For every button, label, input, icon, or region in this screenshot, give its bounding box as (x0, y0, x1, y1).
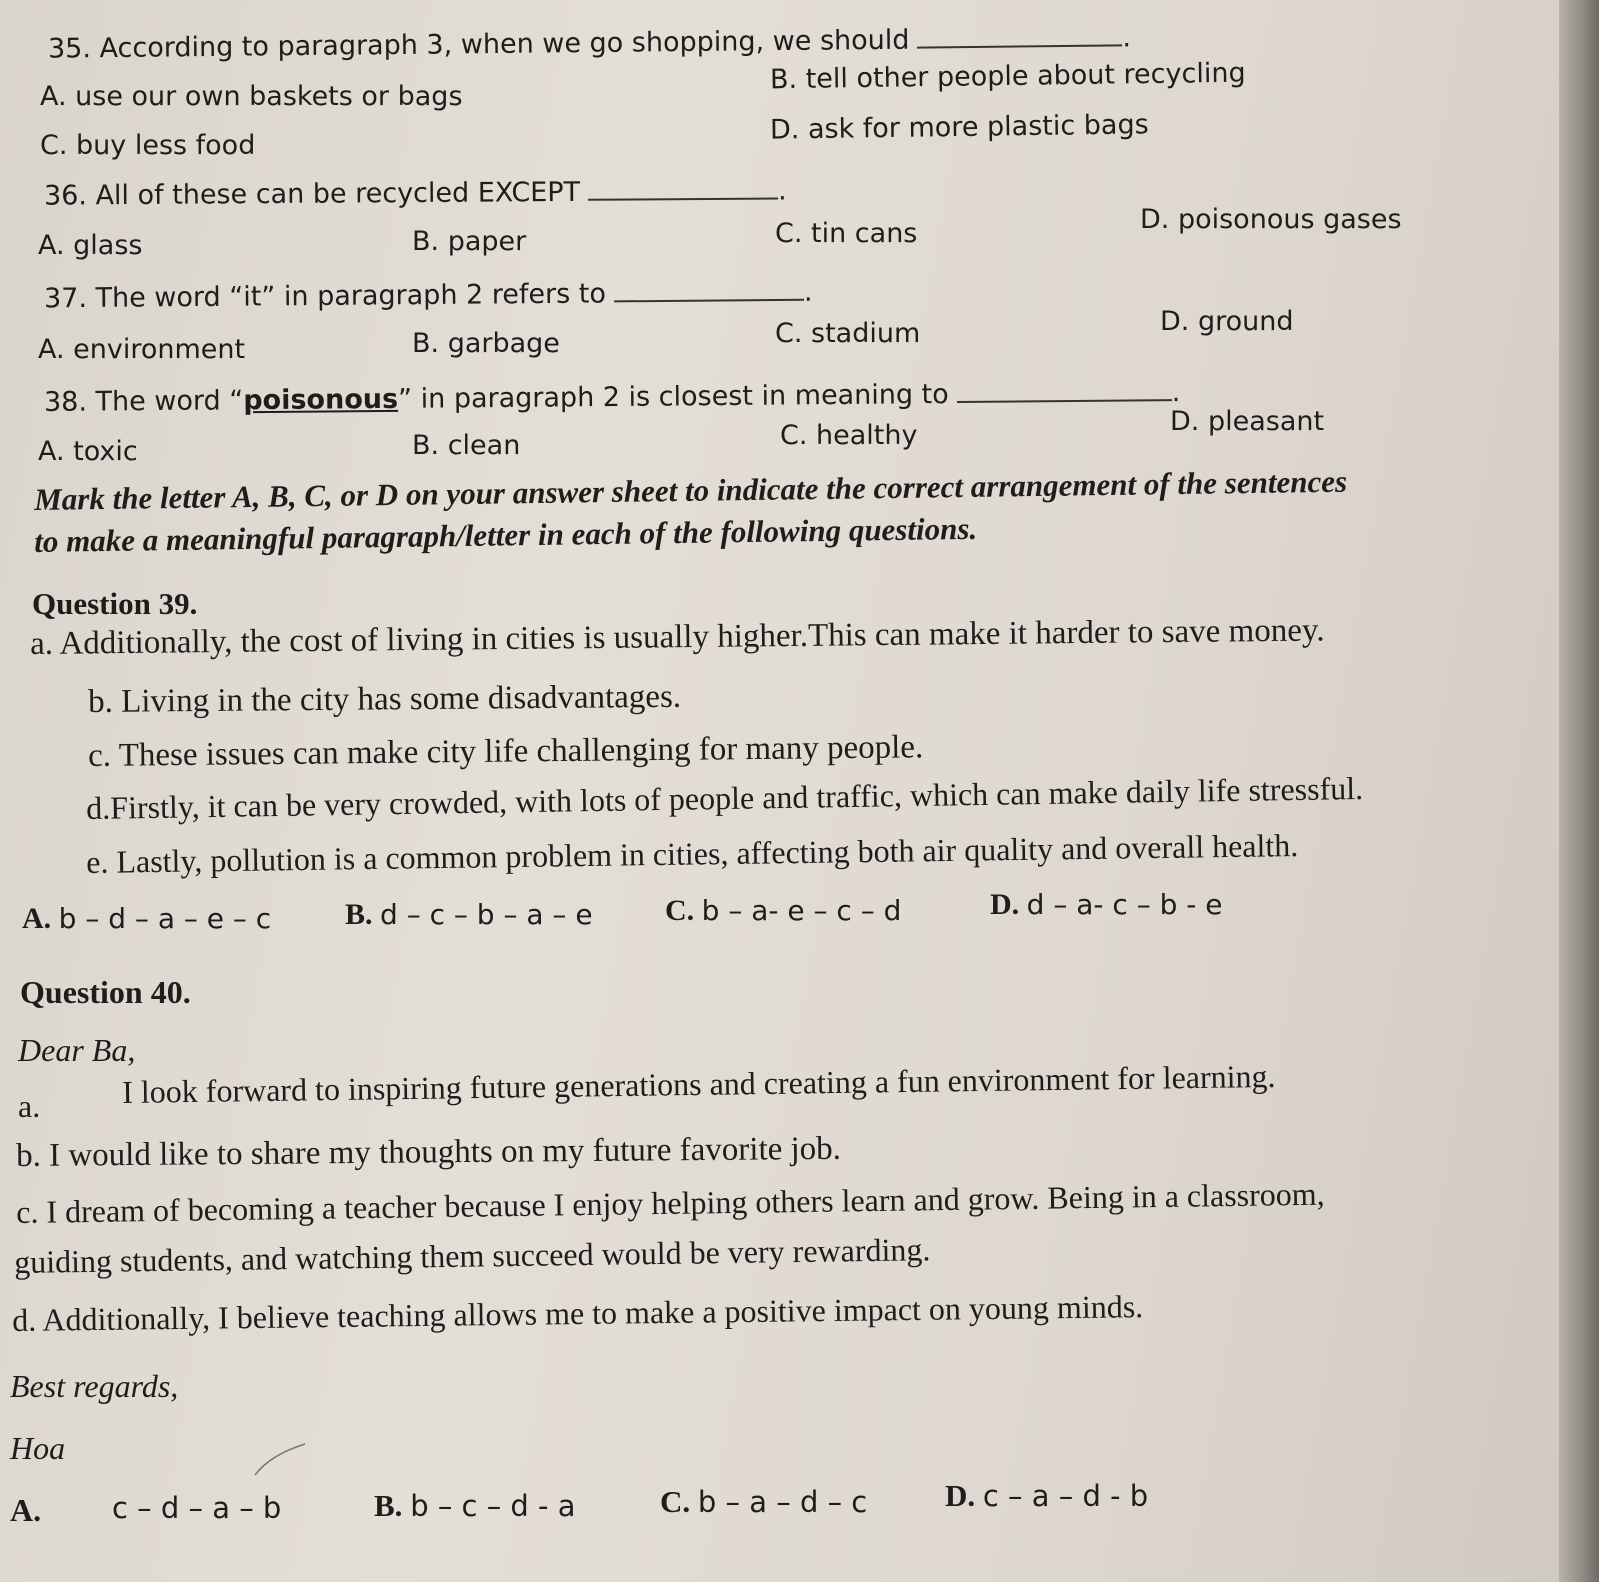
q39-option-a (22, 904, 271, 934)
q35-stem: 35. According to paragraph 3, when we go shopping, we should . (47, 22, 1132, 65)
q40-option-a-text: c – d – a – b (112, 1491, 282, 1525)
q39-sentence-a: a. Additionally, the cost of living in cities is usually higher.This can make it harder to save money. (29, 612, 1325, 662)
q40-option-a (10, 1494, 41, 1526)
q39-sentence-b: b. Living in the city has some disadvantages. (87, 678, 682, 720)
q39-option-b-text: d – c – b – a – e (380, 898, 593, 931)
q39-option-c-text: b – a- e – c – d (701, 894, 902, 927)
q40-option-b (374, 1490, 576, 1521)
q40-option-d-label: D. (945, 1478, 976, 1513)
q40-sentence-d: d. Additionally, I believe teaching allows me to make a positive impact on young minds. (11, 1288, 1144, 1338)
q36-option-b: B. paper (412, 226, 527, 257)
page-edge-shadow (1559, 0, 1599, 1582)
q40-sentence-a-label: a. (18, 1088, 41, 1124)
instruction-line-1: Mark the letter A, B, C, or D on your answer sheet to indicate the correct arrangement of the sentences (33, 463, 1348, 517)
q39-option-b (345, 900, 593, 930)
q40-sentence-a: I look forward to inspiring future generations and creating a fun environment for learning. (121, 1057, 1276, 1110)
q39-sentence-d: d.Firstly, it can be very crowded, with lots of people and traffic, which can make daily life stressful. (85, 769, 1364, 826)
q38-underlined-word: poisonous (243, 383, 399, 417)
q35-option-d: D. ask for more plastic bags (769, 109, 1149, 146)
q37-stem: 37. The word “it” in paragraph 2 refers to . (43, 276, 813, 315)
q38-option-a: A. toxic (38, 436, 138, 467)
q37-option-c: C. stadium (775, 318, 921, 349)
q40-sentence-c-line-1: c. I dream of becoming a teacher because I enjoy helping others learn and grow. Being in a classroom, (15, 1175, 1325, 1230)
q39-sentence-c: c. These issues can make city life challenging for many people. (87, 729, 924, 774)
q35-option-c: C. buy less food (40, 130, 256, 161)
q38-answer-blank (957, 399, 1172, 403)
q39-sentence-e: e. Lastly, pollution is a common problem in cities, affecting both air quality and overall health. (85, 827, 1299, 880)
q40-option-d-text: c – a – d - b (982, 1479, 1149, 1513)
q40-closing: Best regards, (10, 1368, 179, 1404)
q40-title: Question 40. (20, 974, 191, 1010)
q40-sentence-b: b. I would like to share my thoughts on my future favorite job. (15, 1130, 842, 1174)
q35-answer-blank (918, 44, 1123, 48)
q38-stem-suffix: ” in paragraph 2 is closest in meaning to (397, 379, 949, 415)
q40-greeting: Dear Ba, (18, 1032, 136, 1068)
q39-option-c (665, 896, 901, 926)
q39-option-a-text: b – d – a – e – c (58, 902, 272, 935)
q36-answer-blank (588, 197, 778, 200)
q38-option-d: D. pleasant (1170, 406, 1325, 437)
pencil-mark (250, 1440, 310, 1480)
q40-option-b-text: b – c – d - a (410, 1489, 576, 1523)
q36-stem-text: 36. All of these can be recycled EXCEPT (43, 176, 581, 212)
q40-signature: Hoa (10, 1430, 66, 1466)
q39-option-c-label: C. (665, 894, 695, 927)
q35-option-a: A. use our own baskets or bags (40, 81, 463, 112)
q39-title: Question 39. (32, 586, 198, 621)
q39-option-b-label: B. (345, 898, 373, 931)
q38-stem-prefix: 38. The word “ (43, 385, 244, 418)
q37-option-d: D. ground (1160, 306, 1294, 337)
q40-option-c-label: C. (660, 1484, 691, 1519)
q40-sentence-c-line-2: guiding students, and watching them succeed would be very rewarding. (13, 1231, 931, 1280)
q40-option-d (945, 1480, 1148, 1511)
q39-option-d-label: D. (990, 888, 1020, 921)
q37-answer-blank (614, 299, 804, 303)
q36-option-c: C. tin cans (775, 218, 918, 249)
q39-option-d-text: d – a- c – b - e (1026, 888, 1223, 921)
q39-option-a-label: A. (22, 902, 52, 935)
q36-option-a: A. glass (38, 230, 143, 261)
q40-option-a-label: A. (10, 1492, 42, 1528)
q37-stem-text: 37. The word “it” in paragraph 2 refers to (43, 278, 607, 315)
q38-stem: 38. The word “poisonous” in paragraph 2 is closest in meaning to . (43, 377, 1181, 418)
q40-option-c (660, 1486, 867, 1517)
q38-option-c: C. healthy (780, 420, 918, 451)
q36-option-d: D. poisonous gases (1140, 204, 1402, 235)
q39-option-d (990, 890, 1223, 920)
q36-stem: 36. All of these can be recycled EXCEPT . (43, 175, 787, 212)
q37-option-b: B. garbage (412, 328, 560, 359)
q37-option-a: A. environment (38, 334, 246, 365)
q35-option-b: B. tell other people about recycling (769, 57, 1246, 96)
instruction-line-2: to make a meaningful paragraph/letter in each of the following questions. (33, 510, 978, 559)
q40-option-c-text: b – a – d – c (697, 1485, 868, 1519)
q40-option-b-label: B. (374, 1488, 403, 1523)
q35-stem-text: 35. According to paragraph 3, when we go shopping, we should (47, 24, 910, 65)
q38-option-b: B. clean (412, 430, 521, 461)
